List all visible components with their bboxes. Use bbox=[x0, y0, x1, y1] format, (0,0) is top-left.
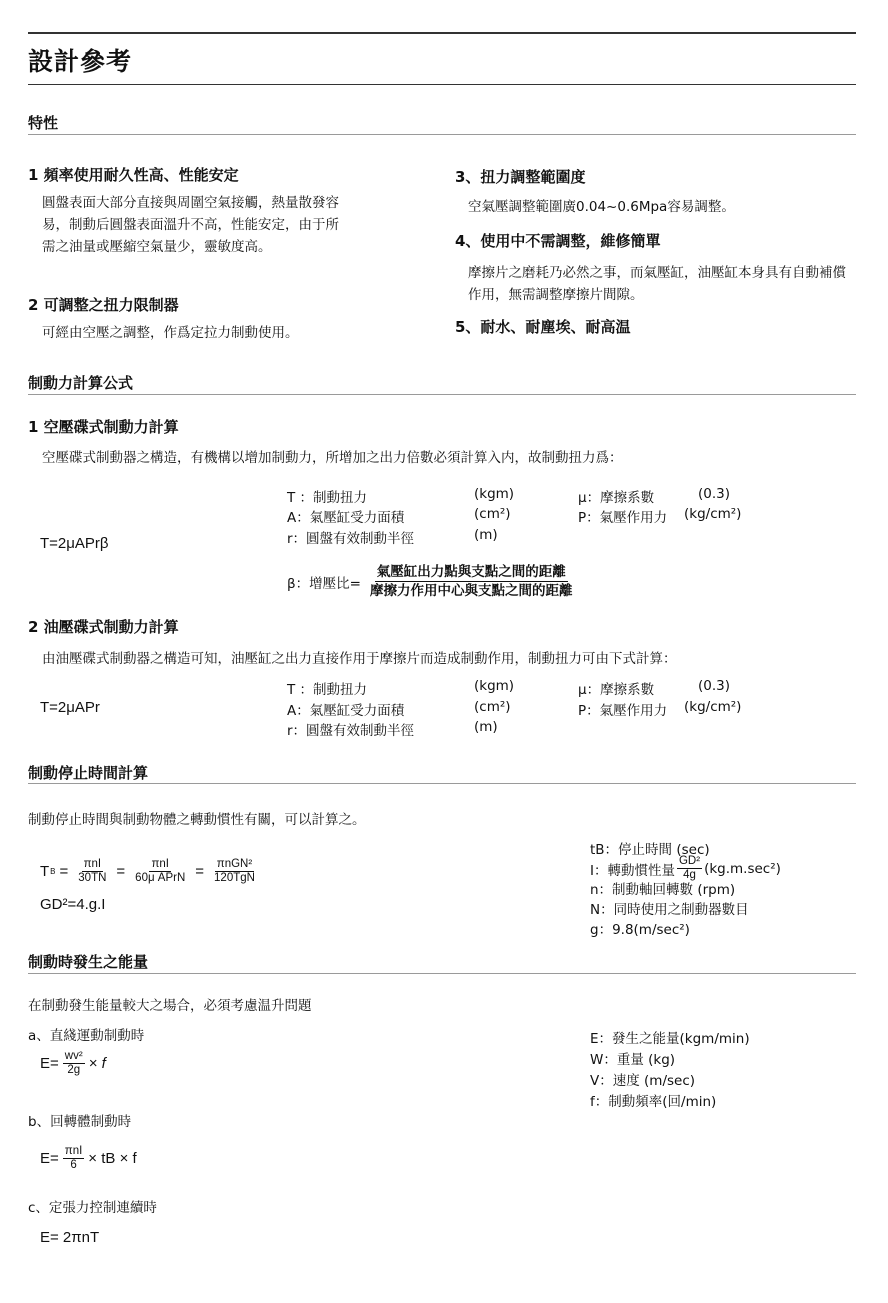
air-var-p: P：氣壓作用力 bbox=[578, 510, 668, 526]
stop-time-lhs: T bbox=[40, 863, 50, 880]
stop-time-formula bbox=[40, 858, 257, 885]
air-var-r: r：圓盤有效制動半徑 bbox=[287, 531, 415, 547]
char-item-3-body: 空氣壓調整範圍廣0.04~0.6Mpa容易調整。 bbox=[468, 199, 735, 215]
braking-force-rule bbox=[28, 394, 856, 395]
stop-legend-n: n：制動軸回轉數 (rpm) bbox=[590, 882, 736, 898]
energy-b-num: πnI bbox=[64, 1145, 83, 1157]
char-item-4-title: 4、使用中不需調整，維修簡單 bbox=[455, 232, 661, 250]
inertia-frac-den: 4g bbox=[683, 869, 696, 881]
stop-legend-g: g：9.8(m/sec²) bbox=[590, 922, 690, 938]
air-formula: T=2μAPrβ bbox=[40, 535, 109, 552]
energy-rule bbox=[28, 973, 856, 974]
characteristics-rule bbox=[28, 134, 856, 135]
oil-var-t: T ：制動扭力 bbox=[287, 682, 368, 698]
oil-formula: T=2μAPr bbox=[40, 699, 100, 716]
stop-f2-den: 60μ APrN bbox=[135, 872, 186, 884]
air-var-a-unit: (cm²) bbox=[474, 506, 511, 522]
air-desc: 空壓碟式制動器之構造，有機構以增加制動力，所增加之出力倍數必須計算入内，故制動扭力爲： bbox=[42, 450, 623, 466]
air-var-p-unit: (kg/cm²) bbox=[684, 506, 742, 522]
oil-var-a: A：氣壓缸受力面積 bbox=[287, 703, 405, 719]
air-var-t: T ：制動扭力 bbox=[287, 490, 368, 506]
energy-b-lhs: E= bbox=[40, 1150, 59, 1167]
characteristics-heading: 特性 bbox=[28, 114, 59, 132]
char-item-1-title: 1 頻率使用耐久性高、性能安定 bbox=[28, 166, 239, 184]
energy-heading: 制動時發生之能量 bbox=[28, 953, 149, 971]
energy-a-tail: × f bbox=[88, 1055, 106, 1072]
air-var-mu: μ：摩擦系數 bbox=[578, 490, 655, 506]
beta-fraction bbox=[368, 563, 575, 600]
char-item-2-title: 2 可調整之扭力限制器 bbox=[28, 296, 179, 314]
stop-time-rule bbox=[28, 783, 856, 784]
stop-legend-tb: tB：停止時間 (sec) bbox=[590, 842, 710, 858]
char-item-5-title: 5、耐水、耐塵埃、耐高温 bbox=[455, 318, 631, 336]
oil-desc: 由油壓碟式制動器之構造可知，油壓缸之出力直接作用于摩擦片而造成制動作用，制動扭力可由下式計算： bbox=[42, 651, 677, 667]
energy-legend-f: f：制動頻率(回/min) bbox=[590, 1094, 717, 1110]
oil-var-r-unit: (m) bbox=[474, 719, 498, 735]
oil-title: 2 油壓碟式制動力計算 bbox=[28, 618, 179, 636]
stop-time-eq-0: = bbox=[59, 863, 69, 880]
energy-a-den: 2g bbox=[67, 1064, 81, 1076]
stop-time-lhs-sub: B bbox=[50, 867, 56, 876]
stop-f1-den: 30TN bbox=[78, 872, 107, 884]
energy-a-title: a、直綫運動制動時 bbox=[28, 1028, 145, 1044]
stop-time-eq-2: = bbox=[195, 863, 205, 880]
stop-legend-N: N：同時使用之制動器數目 bbox=[590, 902, 749, 918]
air-var-a: A：氣壓缸受力面積 bbox=[287, 510, 405, 526]
stop-time-eq-1: = bbox=[116, 863, 126, 880]
stop-f1-num: πnI bbox=[83, 858, 102, 870]
title-bottom-rule bbox=[28, 84, 856, 85]
inertia-frac-num: GD² bbox=[678, 855, 701, 867]
air-var-t-unit: (kgm) bbox=[474, 486, 515, 502]
beta-label: β：增壓比= bbox=[287, 576, 361, 592]
energy-c-formula: E= 2πnT bbox=[40, 1229, 100, 1246]
energy-a-lhs: E= bbox=[40, 1055, 59, 1072]
energy-desc: 在制動發生能量較大之場合，必須考慮温升問題 bbox=[28, 998, 312, 1014]
oil-var-p: P：氣壓作用力 bbox=[578, 703, 668, 719]
air-var-r-unit: (m) bbox=[474, 527, 498, 543]
beta-numerator: 氣壓缸出力點與支點之間的距離 bbox=[376, 564, 566, 580]
air-title: 1 空壓碟式制動力計算 bbox=[28, 418, 179, 436]
stop-f2-num: πnI bbox=[151, 858, 169, 870]
energy-a-formula bbox=[40, 1050, 106, 1077]
beta-denominator: 摩擦力作用中心與支點之間的距離 bbox=[370, 583, 573, 599]
stop-f3-num: πnGN² bbox=[216, 858, 253, 870]
oil-var-mu-unit: (0.3) bbox=[698, 678, 731, 694]
stop-f3-den: 120TgN bbox=[214, 872, 255, 884]
energy-b-title: b、回轉體制動時 bbox=[28, 1114, 132, 1130]
braking-force-heading: 制動力計算公式 bbox=[28, 374, 134, 392]
energy-b-tail: × tB × f bbox=[88, 1150, 137, 1167]
energy-legend-e: E：發生之能量(kgm/min) bbox=[590, 1031, 750, 1047]
char-item-4-body: 摩擦片之磨耗乃必然之事，而氣壓缸，油壓缸本身具有自動補償作用，無需調整摩擦片間隙。 bbox=[468, 265, 846, 303]
title-top-rule bbox=[28, 32, 856, 34]
energy-b-formula bbox=[40, 1145, 137, 1172]
energy-a-num: wv² bbox=[64, 1050, 83, 1062]
oil-var-t-unit: (kgm) bbox=[474, 678, 515, 694]
oil-var-a-unit: (cm²) bbox=[474, 699, 511, 715]
char-item-3-title: 3、扭力調整範圍度 bbox=[455, 168, 586, 186]
inertia-unit: (kg.m.sec²) bbox=[704, 860, 781, 877]
stop-legend-inertia-label: I：轉動慣性量 bbox=[590, 862, 675, 879]
oil-var-r: r：圓盤有效制動半徑 bbox=[287, 723, 415, 739]
page-title: 設計參考 bbox=[28, 47, 133, 76]
energy-legend-w: W：重量 (kg) bbox=[590, 1052, 676, 1068]
air-var-mu-unit: (0.3) bbox=[698, 486, 731, 502]
stop-time-heading: 制動停止時間計算 bbox=[28, 764, 149, 782]
char-item-2-body: 可經由空壓之調整，作爲定拉力制動使用。 bbox=[42, 325, 299, 341]
stop-time-desc: 制動停止時間與制動物體之轉動慣性有關，可以計算之。 bbox=[28, 812, 366, 828]
oil-var-mu: μ：摩擦系數 bbox=[578, 682, 655, 698]
energy-b-den: 6 bbox=[70, 1159, 77, 1171]
energy-c-title: c、定張力控制連續時 bbox=[28, 1200, 157, 1216]
char-item-1-body: 圓盤表面大部分直接與周圍空氣接觸，熱量散發容易，制動后圓盤表面溫升不高，性能安定，由于所需之油量或壓縮空氣量少，靈敏度高。 bbox=[42, 195, 339, 255]
energy-legend-v: V：速度 (m/sec) bbox=[590, 1073, 696, 1089]
oil-var-p-unit: (kg/cm²) bbox=[684, 699, 742, 715]
gd-formula: GD²=4.g.I bbox=[40, 896, 106, 913]
